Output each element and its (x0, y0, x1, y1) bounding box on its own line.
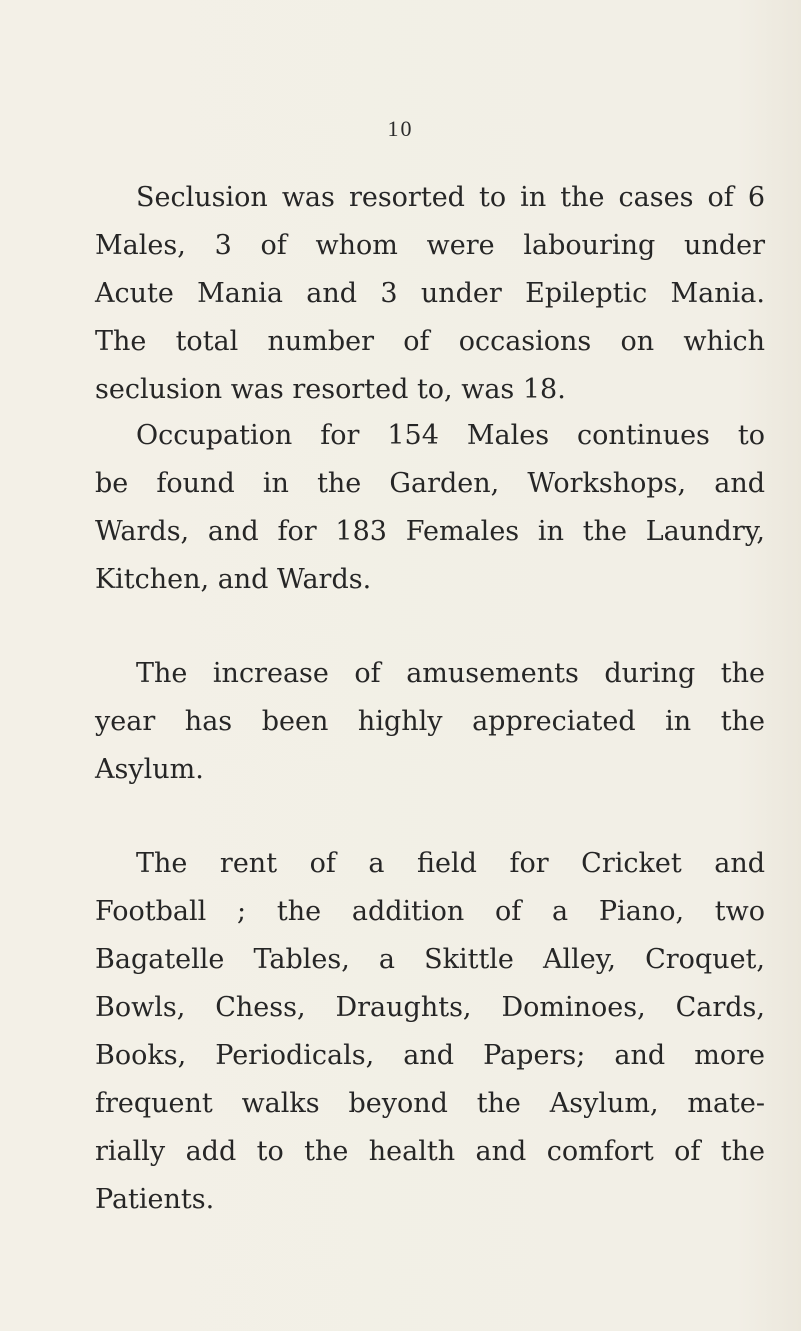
text-line: Patients. (95, 1184, 215, 1215)
text-line: The rent of a field for Cricket and (136, 848, 765, 879)
text-line: seclusion was resorted to, was 18. (95, 374, 566, 405)
text-line: year has been highly appreciated in the (95, 706, 765, 737)
text-line: frequent walks beyond the Asylum, mate- (95, 1088, 765, 1119)
text-line: Bagatelle Tables, a Skittle Alley, Croquet, (95, 944, 765, 975)
text-line: Wards, and for 183 Females in the Laundry, (95, 516, 765, 547)
text-line: Occupation for 154 Males continues to (136, 420, 765, 451)
paragraph-seclusion (95, 174, 765, 414)
text-line: Males, 3 of whom were labouring under (95, 230, 765, 261)
text-line: Acute Mania and 3 under Epileptic Mania. (95, 278, 765, 309)
paragraph-occupation (95, 412, 765, 604)
paragraph-amusements (95, 650, 765, 794)
page-number: 10 (387, 116, 414, 141)
text-line: Football ; the addition of a Piano, two (95, 896, 765, 927)
text-line: Seclusion was resorted to in the cases of 6 (136, 182, 765, 213)
text-line: Books, Periodicals, and Papers; and more (95, 1040, 765, 1071)
paragraph-recreation (95, 840, 765, 1224)
text-line: Bowls, Chess, Draughts, Dominoes, Cards, (95, 992, 765, 1023)
text-line: Kitchen, and Wards. (95, 564, 372, 595)
text-line: Asylum. (95, 754, 204, 785)
text-line: be found in the Garden, Workshops, and (95, 468, 765, 499)
text-line: The increase of amusements during the (136, 658, 765, 689)
text-line: The total number of occasions on which (95, 326, 765, 357)
text-line: rially add to the health and comfort of the (95, 1136, 765, 1167)
